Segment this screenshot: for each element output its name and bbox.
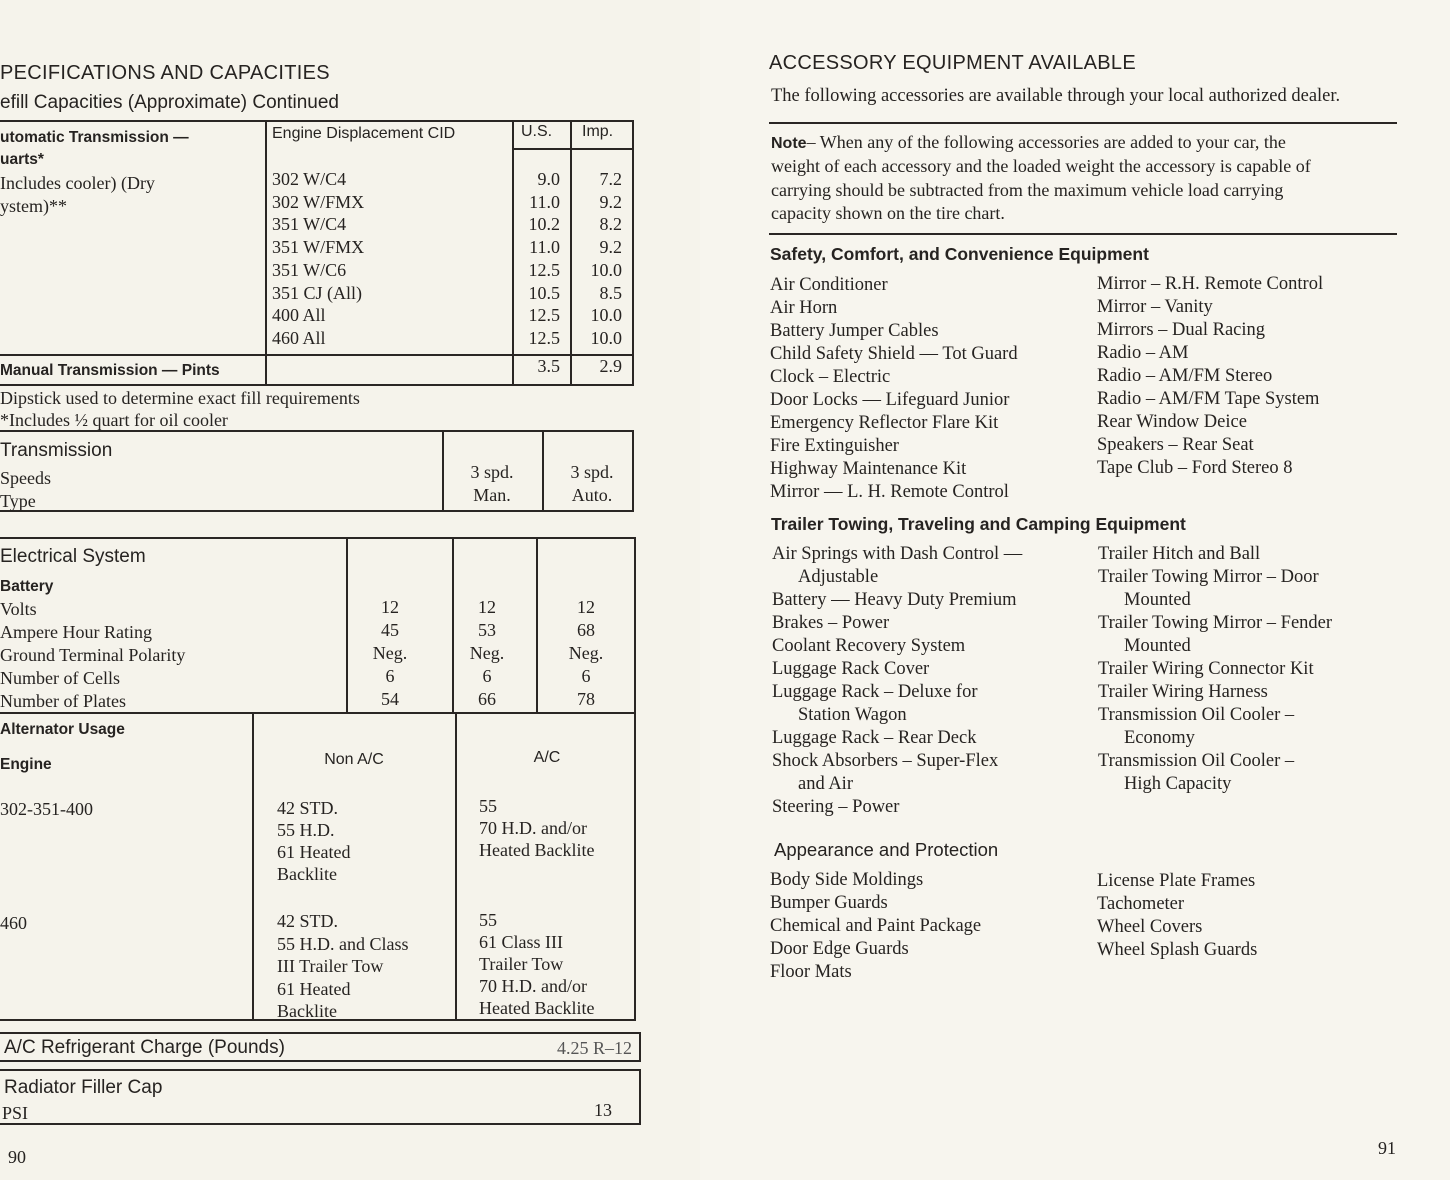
accessory-note: Note– When any of the following accessories are added to your car, the weight of each accessory and the loaded weight the accessory is capable of carrying should be subtracted from the maximum vehicle load carrying capacity shown on the tire chart.	[771, 132, 1311, 223]
battery-col-2: 12 53 Neg. 6 66	[469, 597, 505, 709]
accessory-item: Mirrors – Dual Racing	[1097, 320, 1266, 340]
accessory-item: Trailer Wiring Connector Kit	[1098, 659, 1314, 679]
accessory-item: Clock – Electric	[770, 367, 891, 387]
accessory-item: Mounted	[1124, 590, 1191, 610]
alternator-460-non-ac: 42 STD. 55 H.D. and Class III Trailer Tow 61 Heated Backlite	[277, 911, 409, 1021]
trailer-list-col-1	[772, 543, 1022, 819]
safety-list-col-1	[770, 274, 1018, 504]
accessory-item: Door Locks — Lifeguard Junior	[770, 390, 1010, 410]
accessory-item: Highway Maintenance Kit	[770, 459, 967, 479]
refill-row-engine: 351 W/C6	[272, 259, 347, 280]
refill-row-engine: 302 W/C4	[272, 169, 347, 189]
refill-row-us: 11.0	[529, 191, 560, 212]
accessory-item: Air Horn	[770, 298, 838, 318]
manual-imp-value: 2.9	[599, 356, 622, 376]
accessory-item: High Capacity	[1124, 774, 1232, 794]
refill-row-imp: 7.2	[599, 169, 622, 189]
page-subtitle: efill Capacities (Approximate) Continued	[0, 92, 339, 113]
accessory-item: Radio – AM	[1097, 343, 1189, 363]
manual-transmission-label: Manual Transmission — Pints	[0, 362, 220, 379]
accessory-item: Door Edge Guards	[770, 939, 909, 959]
accessory-item: Tachometer	[1097, 894, 1185, 914]
section-trailer-title: Trailer Towing, Traveling and Camping Equipment	[771, 514, 1186, 534]
accessory-item: Brakes – Power	[772, 613, 890, 633]
refill-row-us: 9.0	[537, 169, 560, 189]
accessory-item: Wheel Splash Guards	[1097, 940, 1258, 960]
refrigerant-label: A/C Refrigerant Charge (Pounds)	[4, 1037, 285, 1058]
refill-row-us: 10.5	[528, 282, 560, 303]
accessory-item: Emergency Reflector Flare Kit	[770, 413, 999, 433]
accessory-item: Body Side Moldings	[770, 870, 924, 890]
accessory-item: Radio – AM/FM Stereo	[1097, 366, 1273, 386]
accessory-item: Bumper Guards	[770, 893, 888, 913]
accessory-item: Mirror — L. H. Remote Control	[770, 482, 1009, 502]
accessory-item: Transmission Oil Cooler –	[1098, 705, 1295, 725]
header-engine-displacement: Engine Displacement CID	[272, 125, 456, 142]
accessory-item: Chemical and Paint Package	[770, 916, 982, 936]
alternator-title: Alternator Usage	[0, 721, 125, 738]
transmission-labels: Speeds Type	[0, 468, 51, 511]
accessory-item: Station Wagon	[798, 705, 907, 725]
accessory-item: Luggage Rack Cover	[772, 659, 930, 679]
refill-row-engine: 351 W/C4	[272, 214, 347, 235]
refill-row-us: 12.5	[528, 305, 560, 326]
refill-row-imp: 10.0	[590, 327, 622, 348]
left-page	[0, 0, 700, 1180]
right-page	[700, 0, 1450, 1180]
alternator-engine-302: 302-351-400	[0, 799, 93, 819]
radiator-title: Radiator Filler Cap	[4, 1077, 163, 1098]
accessory-item: Luggage Rack – Rear Deck	[772, 728, 977, 748]
refill-row-imp: 8.5	[599, 282, 622, 303]
accessory-item: Trailer Towing Mirror – Door	[1098, 567, 1319, 587]
battery-col-1: 12 45 Neg. 6 54	[372, 597, 408, 709]
transmission-manual: 3 spd. Man.	[470, 462, 514, 505]
page-number-left: 90	[8, 1147, 26, 1167]
accessory-item: Tape Club – Ford Stereo 8	[1097, 458, 1293, 478]
alternator-engine-header: Engine	[0, 756, 52, 773]
accessory-item: Trailer Hitch and Ball	[1098, 544, 1261, 564]
auto-transmission-label: utomatic Transmission — uarts*	[0, 129, 189, 168]
accessory-item: Mirror – R.H. Remote Control	[1097, 274, 1324, 294]
accessory-item: Speakers – Rear Seat	[1097, 435, 1254, 455]
refill-row-imp: 9.2	[599, 191, 622, 212]
accessory-item: Economy	[1124, 728, 1195, 748]
alternator-non-ac-header: Non A/C	[324, 751, 384, 768]
refill-row-engine: 400 All	[272, 305, 326, 326]
alternator-ac-header: A/C	[533, 749, 561, 766]
accessory-item: Battery — Heavy Duty Premium	[772, 590, 1017, 610]
accessory-item: Luggage Rack – Deluxe for	[772, 682, 978, 702]
alternator-engine-460: 460	[0, 913, 27, 933]
accessory-item: Mounted	[1124, 636, 1191, 656]
radiator-psi-value: 13	[594, 1100, 612, 1120]
refill-row-engine: 460 All	[272, 327, 326, 348]
accessory-item: Rear Window Deice	[1097, 412, 1247, 432]
refill-row-engine: 351 W/FMX	[272, 237, 365, 258]
accessory-item: License Plate Frames	[1097, 871, 1256, 891]
section-appearance-title: Appearance and Protection	[774, 839, 999, 860]
page-number-right: 91	[1378, 1138, 1396, 1158]
refill-row-imp: 8.2	[599, 214, 622, 235]
appearance-list-col-1	[770, 869, 981, 984]
manual-us-value: 3.5	[537, 356, 560, 376]
accessory-item: and Air	[798, 774, 853, 794]
page-title: PECIFICATIONS AND CAPACITIES	[0, 62, 330, 84]
transmission-automatic: 3 spd. Auto.	[570, 462, 614, 505]
header-us: U.S.	[521, 123, 553, 140]
accessory-item: Air Conditioner	[770, 275, 888, 295]
accessory-item: Steering – Power	[772, 797, 900, 817]
accessory-item: Radio – AM/FM Tape System	[1097, 389, 1320, 409]
accessory-item: Floor Mats	[770, 962, 852, 982]
alternator-460-ac: 55 61 Class III Trailer Tow 70 H.D. and/or Heated Backlite	[479, 910, 595, 1018]
alternator-302-non-ac: 42 STD. 55 H.D. 61 Heated Backlite	[277, 798, 351, 884]
accessory-item: Wheel Covers	[1097, 917, 1203, 937]
radiator-psi-label: PSI	[2, 1103, 29, 1123]
refill-row-us: 12.5	[528, 327, 560, 348]
accessory-item: Child Safety Shield — Tot Guard	[770, 344, 1018, 364]
battery-label: Battery	[0, 578, 54, 595]
appearance-list-col-2	[1097, 870, 1257, 962]
accessory-title: ACCESSORY EQUIPMENT AVAILABLE	[769, 52, 1136, 74]
refill-row-engine: 351 CJ (All)	[272, 282, 362, 303]
header-imp: Imp.	[582, 123, 614, 140]
refill-row-us: 12.5	[528, 259, 560, 280]
accessory-item: Battery Jumper Cables	[770, 321, 939, 341]
footnotes: Dipstick used to determine exact fill requirements *Includes ½ quart for oil cooler	[0, 388, 360, 430]
note-label: Note	[771, 135, 807, 152]
refill-row-imp: 10.0	[590, 305, 622, 326]
refrigerant-value: 4.25 R–12	[556, 1038, 632, 1058]
accessory-item: Fire Extinguisher	[770, 436, 899, 456]
refill-row-us: 11.0	[529, 237, 560, 258]
refill-row-us: 10.2	[528, 214, 560, 235]
accessory-item: Adjustable	[798, 567, 879, 587]
accessory-item: Air Springs with Dash Control —	[772, 544, 1023, 564]
section-safety-title: Safety, Comfort, and Convenience Equipment	[770, 244, 1149, 264]
safety-list-col-2	[1097, 273, 1323, 480]
accessory-item: Trailer Towing Mirror – Fender	[1098, 613, 1333, 633]
accessory-item: Coolant Recovery System	[772, 636, 966, 656]
accessory-item: Shock Absorbers – Super-Flex	[772, 751, 999, 771]
battery-col-3: 12 68 Neg. 6 78	[568, 597, 604, 709]
accessory-item: Mirror – Vanity	[1097, 297, 1213, 317]
transmission-title: Transmission	[0, 440, 113, 461]
electrical-title: Electrical System	[0, 546, 146, 567]
trailer-list-col-2	[1098, 543, 1332, 796]
refill-row-imp: 10.0	[590, 259, 622, 280]
refill-row-engine: 302 W/FMX	[272, 191, 365, 212]
auto-transmission-note: Includes cooler) (Dry ystem)**	[0, 173, 155, 216]
refill-row-imp: 9.2	[599, 237, 622, 258]
accessory-intro: The following accessories are available through your local authorized dealer.	[771, 86, 1341, 106]
accessory-item: Transmission Oil Cooler –	[1098, 751, 1295, 771]
alternator-302-ac: 55 70 H.D. and/or Heated Backlite	[479, 796, 595, 860]
electrical-labels: Volts Ampere Hour Rating Ground Terminal Polarity Number of Cells Number of Plates	[0, 599, 186, 711]
accessory-item: Trailer Wiring Harness	[1098, 682, 1268, 702]
